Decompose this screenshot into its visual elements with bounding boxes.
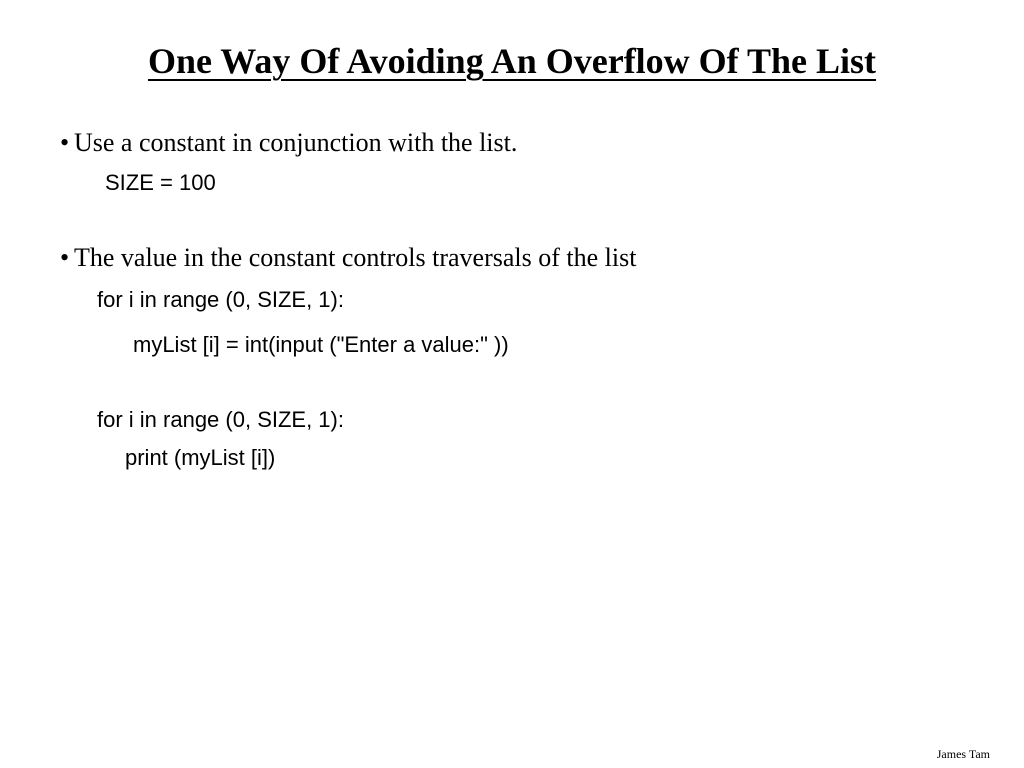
bullet-text: Use a constant in conjunction with the list. [74,128,518,157]
code-line: for i in range (0, SIZE, 1): [97,407,344,432]
code-line: for i in range (0, SIZE, 1): [97,287,344,312]
code-line: myList [i] = int(input ("Enter a value:" )) [133,332,509,357]
bullet-icon: • [60,243,70,272]
bullet-text: The value in the constant controls traversals of the list [74,243,637,272]
bullet-item [60,128,517,158]
footer-author: James Tam [936,747,990,761]
code-line: SIZE = 100 [105,170,216,195]
code-line: print (myList [i]) [125,445,276,470]
bullet-item [60,243,636,273]
bullet-icon: • [60,128,70,157]
slide-title: One Way Of Avoiding An Overflow Of The List [147,41,877,81]
